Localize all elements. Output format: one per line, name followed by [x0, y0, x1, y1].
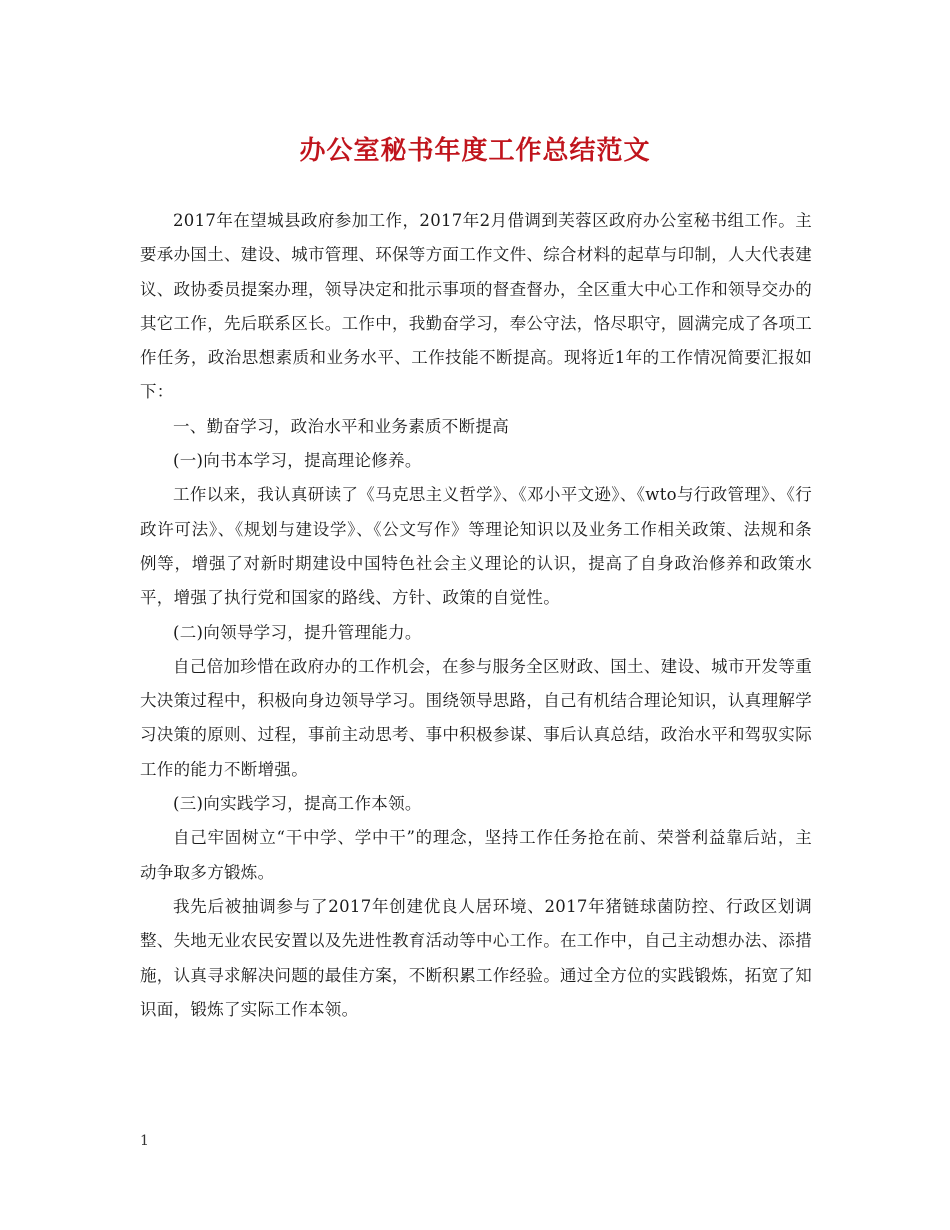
section-heading-1: 一、勤奋学习，政治水平和业务素质不断提高 — [173, 416, 509, 436]
document-body — [140, 204, 812, 1027]
paragraph-intro: 2017年在望城县政府参加工作，2017年2月借调到芙蓉区政府办公室秘书组工作。主要承办国土、建设、城市管理、环保等方面工作文件、综合材料的起草与印制，人大代表建议、政协委员提案办理，领导决定和批示事项的督查督办，全区重大中心工作和领导交办的其它工作，先后联系区长。工作中，我勤奋学习，奉公守法，恪尽职守，圆满完成了各项工作任务，政治思想素质和业务水平、工作技能不断提高。现将近1年的工作情况简要汇报如下： — [140, 211, 812, 402]
subsection-heading-3: (三)向实践学习，提高工作本领。 — [173, 794, 422, 814]
paragraph-practice-concept: 自己牢固树立“干中学、学中干”的理念，坚持工作任务抢在前、荣誉利益靠后站，主动争取多方锻炼。 — [140, 828, 812, 882]
paragraph-leader-study: 自己倍加珍惜在政府办的工作机会，在参与服务全区财政、国土、建设、城市开发等重大决策过程中，积极向身边领导学习。围绕领导思路，自己有机结合理论知识，认真理解学习决策的原则、过程，事前主动思考、事中积极参谋、事后认真总结，政治水平和驾驭实际工作的能力不断增强。 — [140, 656, 812, 779]
document-title: 办公室秘书年度工作总结范文 — [299, 136, 651, 166]
paragraph-practice-details: 我先后被抽调参与了2017年创建优良人居环境、2017年猪链球菌防控、行政区划调整、失地无业农民安置以及先进性教育活动等中心工作。在工作中，自己主动想办法、添措施，认真寻求解决问题的最佳方案，不断积累工作经验。通过全方位的实践锻炼，拓宽了知识面，锻炼了实际工作本领。 — [140, 896, 812, 1019]
page-number: 1 — [140, 1133, 149, 1149]
subsection-heading-2: (二)向领导学习，提升管理能力。 — [173, 622, 422, 642]
subsection-heading-1: (一)向书本学习，提高理论修养。 — [173, 451, 422, 471]
paragraph-book-study: 工作以来，我认真研读了《马克思主义哲学》、《邓小平文逊》、《wto与行政管理》、《行政许可法》、《规划与建设学》、《公文写作》等理论知识以及业务工作相关政策、法规和条例等，增强了对新时期建设中国特色社会主义理论的认识，提高了自身政治修养和政策水平，增强了执行党和国家的路线、方针、政策的自觉性。 — [140, 485, 812, 608]
